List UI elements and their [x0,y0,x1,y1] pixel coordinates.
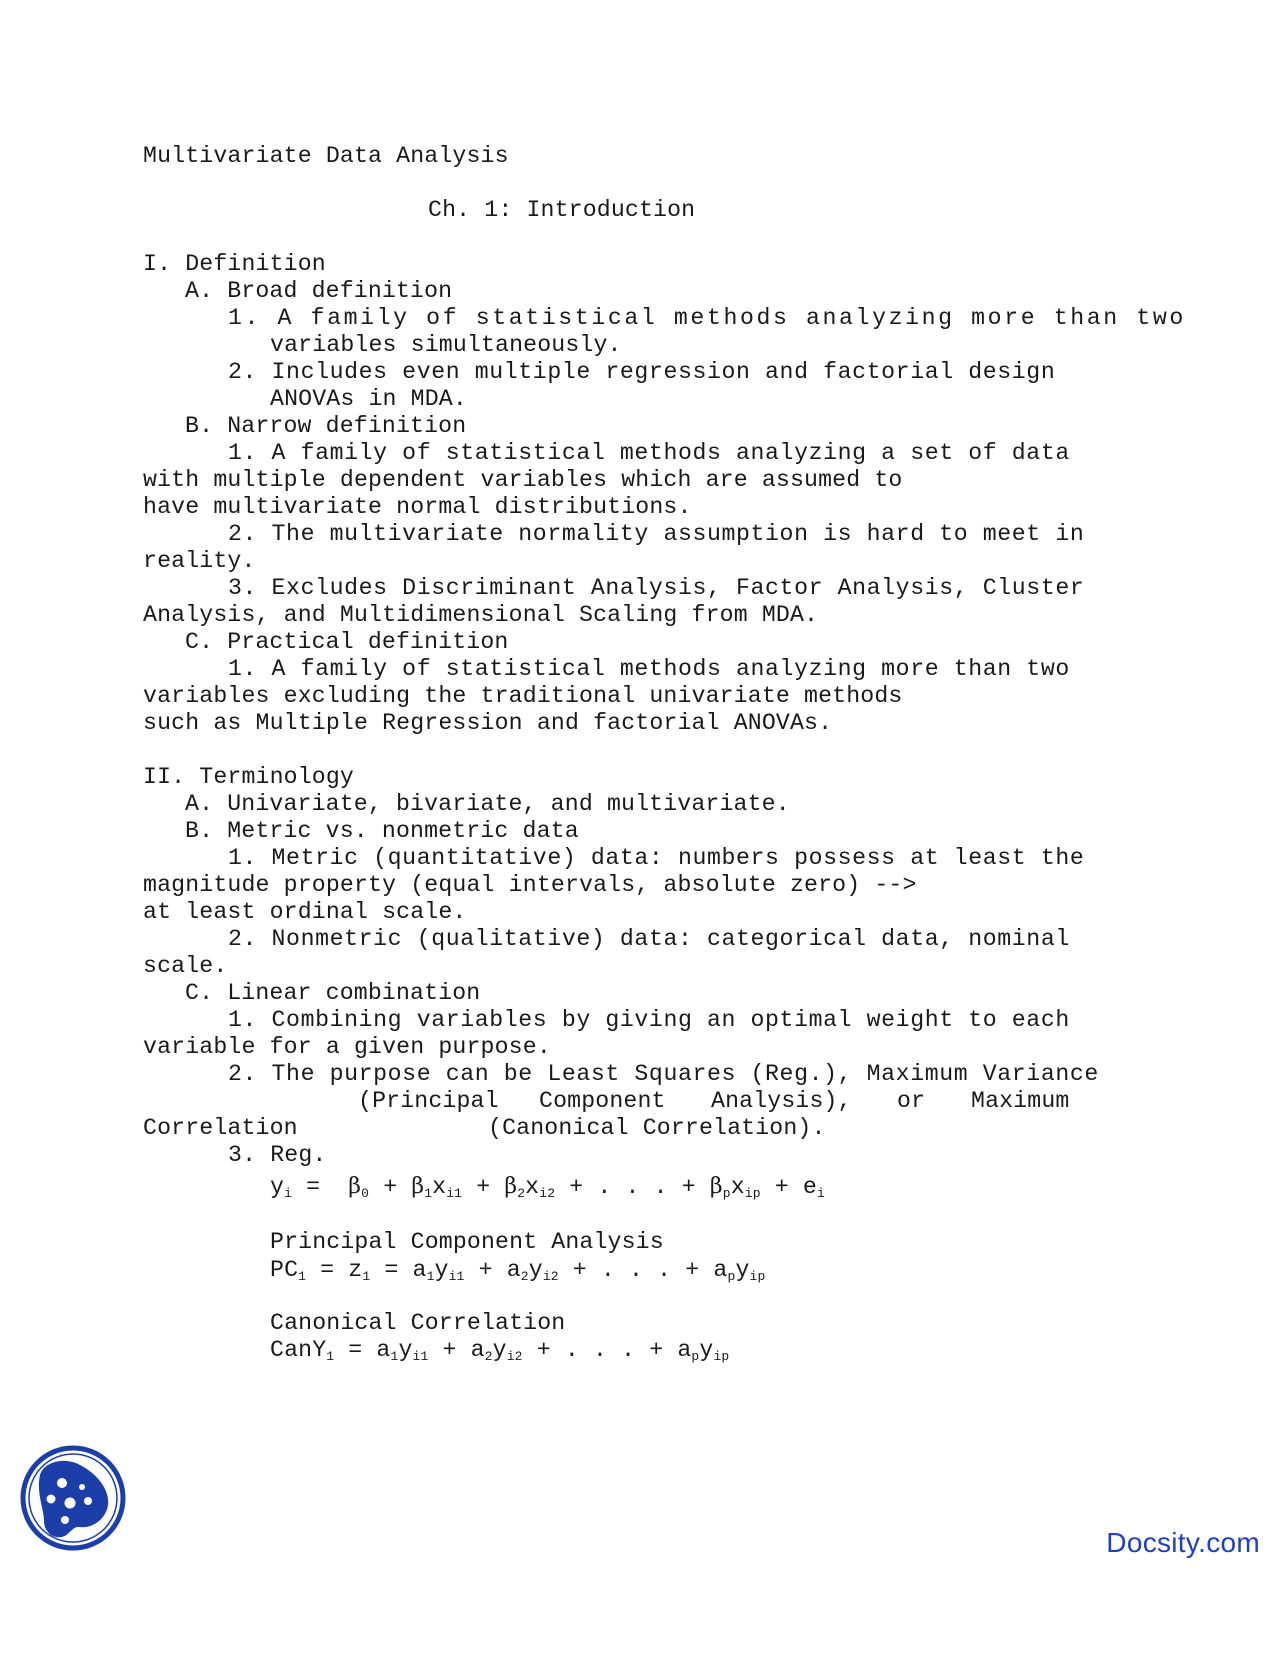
paragraph-line: with multiple dependent variables which are assumed to [143,467,903,493]
regression-equation: $y_i = \beta_0 + \beta_1x_{i1} + \beta_2x_{i2}$ + . . . + $\beta_px_{ip} + e_i$ [270,1174,825,1201]
paragraph-line: magnitude property (equal intervals, absolute zero) --> [143,872,917,898]
docsity-logo-icon [18,1443,128,1553]
paragraph-line: at least ordinal scale. [143,899,467,925]
list-item: 3. Excludes Discriminant Analysis, Factor Analysis, Cluster [228,575,1085,601]
subsection-heading: A. Broad definition [185,278,453,304]
justified-word: (Canonical Correlation). [488,1115,826,1141]
section-heading: II. Terminology [143,764,354,790]
document-title: Multivariate Data Analysis [143,143,509,169]
paragraph-line: variables excluding the traditional univariate methods [143,683,903,709]
list-item: 1. A family of statistical methods analyzing a set of data [228,440,1070,466]
list-item: 1. Metric (quantitative) data: numbers possess at least the [228,845,1085,871]
chapter-title: Ch. 1: Introduction [428,197,696,223]
list-item: 2. The purpose can be Least Squares (Reg.), Maximum Variance [228,1061,1099,1087]
list-item-continuation: ANOVAs in MDA. [270,386,467,412]
paragraph-line: reality. [143,548,256,574]
pca-label: Principal Component Analysis [270,1229,664,1255]
list-item-continuation: variables simultaneously. [270,332,622,358]
list-item: 1. A family of statistical methods analyzing more than two [228,656,1070,682]
subsection-heading: C. Practical definition [185,629,509,655]
justified-word: or [897,1088,926,1114]
paragraph-line: such as Multiple Regression and factorial ANOVAs. [143,710,833,736]
pca-equation: $PC_1 = z_1 = a_1y_{i1} + a_2y_{i2}$ + . . . + $a_py_{ip}$ [270,1257,766,1284]
canonical-equation: CanY$_1$ = $a_1y_{i1} + a_2y_{i2}$ + . . . + $a_py_{ip}$ [270,1337,730,1364]
justified-word: Maximum [971,1088,1070,1114]
list-item: 1. Combining variables by giving an optimal weight to each [228,1007,1070,1033]
subsection-heading: B. Narrow definition [185,413,467,439]
list-item: 1. A family of statistical methods analyzing more than two [228,305,1186,331]
justified-word: Component [539,1088,666,1114]
justified-word: Analysis), [711,1088,852,1114]
docsity-brand-link[interactable]: Docsity.com [1106,1527,1260,1558]
list-item: 3. Reg. [228,1142,327,1168]
paragraph-line: variable for a given purpose. [143,1034,551,1060]
justified-word: Correlation [143,1115,298,1141]
subsection-heading: A. Univariate, bivariate, and multivariate. [185,791,790,817]
subsection-heading: C. Linear combination [185,980,481,1006]
list-item: 2. The multivariate normality assumption is hard to meet in [228,521,1085,547]
paragraph-line: have multivariate normal distributions. [143,494,692,520]
list-item: 2. Includes even multiple regression and factorial design [228,359,1056,385]
subsection-heading: B. Metric vs. nonmetric data [185,818,579,844]
justified-word: (Principal [358,1088,499,1114]
list-item: 2. Nonmetric (qualitative) data: categorical data, nominal [228,926,1070,952]
canonical-label: Canonical Correlation [270,1310,566,1336]
paragraph-line: Analysis, and Multidimensional Scaling from MDA. [143,602,819,628]
section-heading: I. Definition [143,251,326,277]
paragraph-line: scale. [143,953,228,979]
